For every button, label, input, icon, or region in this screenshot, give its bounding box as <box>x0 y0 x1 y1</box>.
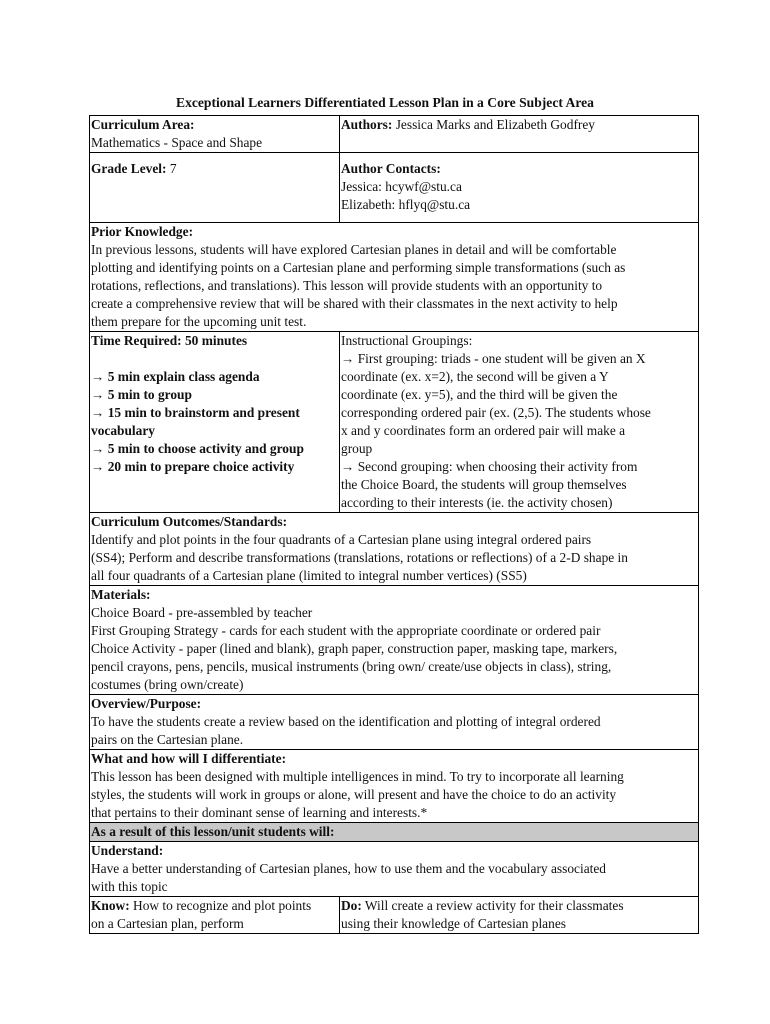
do-cell <box>340 897 699 934</box>
groupings-line: → First grouping: triads - one student will be given an X <box>341 351 646 366</box>
outcomes-row <box>90 513 699 586</box>
authors-label: Authors: <box>341 117 393 132</box>
header-row <box>90 116 699 153</box>
time-item: → 5 min explain class agenda <box>91 369 260 384</box>
outcomes-line: (SS4); Perform and describe transformations (translations, rotations or reflections) of a 2-D shape in <box>91 550 628 565</box>
materials-row <box>90 586 699 695</box>
overview-label: Overview/Purpose: <box>91 696 202 711</box>
materials-line: First Grouping Strategy - cards for each student with the appropriate coordinate or ordered pair <box>91 623 601 638</box>
curriculum-area-label: Curriculum Area: <box>91 117 195 132</box>
materials-line: pencil crayons, pens, pencils, musical instruments (bring own/ create/use objects in class), string, <box>91 659 612 674</box>
differentiate-line: that pertains to their dominant sense of learning and interests.* <box>91 805 428 820</box>
groupings-line: group <box>341 441 373 456</box>
know-line: How to recognize and plot points <box>129 898 312 913</box>
prior-knowledge-label: Prior Knowledge: <box>91 224 194 239</box>
prior-knowledge-line: In previous lessons, students will have explored Cartesian planes in detail and will be comfortable <box>91 242 617 257</box>
overview-line: pairs on the Cartesian plane. <box>91 732 244 747</box>
result-header: As a result of this lesson/unit students will: <box>91 824 335 839</box>
grade-level-cell <box>90 153 340 223</box>
time-item: → 5 min to choose activity and group <box>91 441 304 456</box>
overview-line: To have the students create a review based on the identification and plotting of integral ordered <box>91 714 601 729</box>
know-line: on a Cartesian plan, perform <box>91 916 244 931</box>
instructional-groupings-label: Instructional Groupings: <box>341 333 473 348</box>
do-line: using their knowledge of Cartesian planes <box>341 916 566 931</box>
differentiate-row <box>90 750 699 823</box>
prior-knowledge-line: plotting and identifying points on a Cartesian plane and performing simple transformations (such as <box>91 260 626 275</box>
outcomes-label: Curriculum Outcomes/Standards: <box>91 514 288 529</box>
materials-line: Choice Activity - paper (lined and blank), graph paper, construction paper, masking tape, markers, <box>91 641 618 656</box>
understand-cell <box>90 842 699 897</box>
know-cell <box>90 897 340 934</box>
know-do-row <box>90 897 699 934</box>
time-item: vocabulary <box>91 423 155 438</box>
curriculum-area-cell <box>90 116 340 153</box>
overview-row <box>90 695 699 750</box>
materials-cell <box>90 586 699 695</box>
know-label: Know: <box>91 898 130 913</box>
understand-row <box>90 842 699 897</box>
prior-knowledge-line: rotations, reflections, and translations). This lesson will provide students with an opportunity to <box>91 278 603 293</box>
outcomes-cell <box>90 513 699 586</box>
groupings-line: corresponding ordered pair (ex. (2,5). The students whose <box>341 405 651 420</box>
lesson-plan-table <box>89 115 699 934</box>
outcomes-line: all four quadrants of a Cartesian plane (limited to integral number vertices) (SS5) <box>91 568 527 583</box>
author-contacts-label: Author Contacts: <box>341 161 441 176</box>
instructional-groupings-cell <box>340 332 699 513</box>
differentiate-line: This lesson has been designed with multiple intelligences in mind. To try to incorporate all learning <box>91 769 624 784</box>
prior-knowledge-cell <box>90 223 699 332</box>
grade-contacts-row <box>90 153 699 223</box>
prior-knowledge-row <box>90 223 699 332</box>
groupings-line: x and y coordinates form an ordered pair will make a <box>341 423 626 438</box>
time-item: → 20 min to prepare choice activity <box>91 459 295 474</box>
time-groupings-row <box>90 332 699 513</box>
result-header-cell <box>90 823 699 842</box>
understand-label: Understand: <box>91 843 164 858</box>
groupings-line: coordinate (ex. x=2), the second will be given a Y <box>341 369 609 384</box>
materials-label: Materials: <box>91 587 151 602</box>
materials-line: costumes (bring own/create) <box>91 677 244 692</box>
grade-level-label: Grade Level: <box>91 161 167 176</box>
contact-jessica: Jessica: hcywf@stu.ca <box>341 179 462 194</box>
groupings-line: according to their interests (ie. the activity chosen) <box>341 495 613 510</box>
understand-line: with this topic <box>91 879 168 894</box>
time-item: → 5 min to group <box>91 387 192 402</box>
author-contacts-cell <box>340 153 699 223</box>
differentiate-label: What and how will I differentiate: <box>91 751 287 766</box>
time-required-cell <box>90 332 340 513</box>
do-line: Will create a review activity for their classmates <box>361 898 624 913</box>
differentiate-line: styles, the students will work in groups or alone, will present and have the choice to do an activity <box>91 787 617 802</box>
do-label: Do: <box>341 898 362 913</box>
grade-level-value: 7 <box>169 161 177 176</box>
differentiate-cell <box>90 750 699 823</box>
prior-knowledge-line: them prepare for the upcoming unit test. <box>91 314 307 329</box>
curriculum-area-value: Mathematics - Space and Shape <box>91 135 263 150</box>
result-header-row <box>90 823 699 842</box>
time-required-label: Time Required: 50 minutes <box>91 333 248 348</box>
overview-cell <box>90 695 699 750</box>
document-title: Exceptional Learners Differentiated Lesson Plan in a Core Subject Area <box>176 95 594 110</box>
contact-elizabeth: Elizabeth: hflyq@stu.ca <box>341 197 471 212</box>
groupings-line: coordinate (ex. y=5), and the third will be given the <box>341 387 618 402</box>
groupings-line: the Choice Board, the students will group themselves <box>341 477 627 492</box>
understand-line: Have a better understanding of Cartesian planes, how to use them and the vocabulary associated <box>91 861 606 876</box>
time-item: → 15 min to brainstorm and present <box>91 405 300 420</box>
authors-cell <box>340 116 699 153</box>
groupings-line: → Second grouping: when choosing their activity from <box>341 459 638 474</box>
materials-line: Choice Board - pre-assembled by teacher <box>91 605 313 620</box>
outcomes-line: Identify and plot points in the four quadrants of a Cartesian plane using integral ordered pairs <box>91 532 592 547</box>
authors-value: Jessica Marks and Elizabeth Godfrey <box>395 117 596 132</box>
prior-knowledge-line: create a comprehensive review that will be shared with their classmates in the next activity to help <box>91 296 618 311</box>
